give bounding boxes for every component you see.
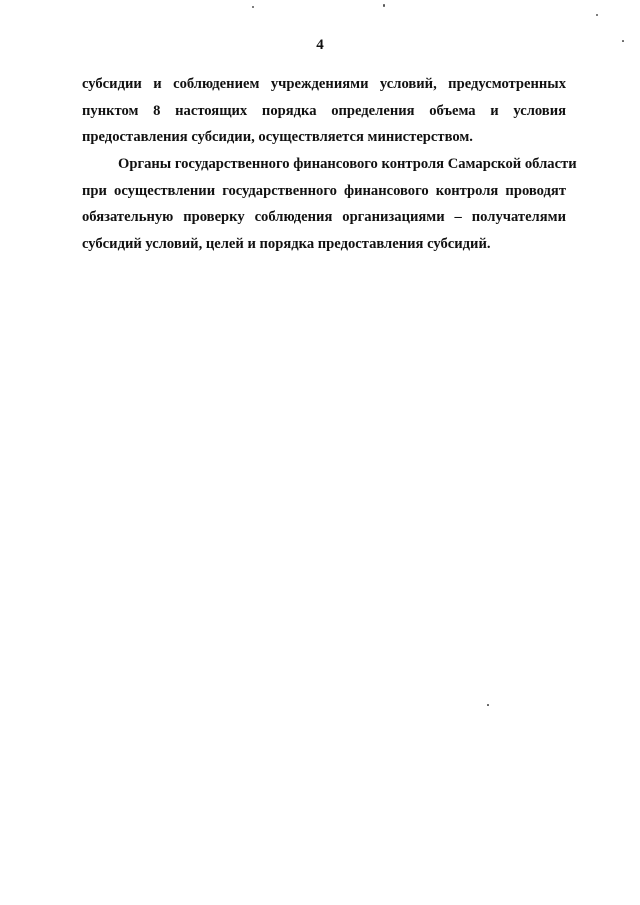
- paragraph-2-line-4: субсидий условий, целей и порядка предоставления субсидий.: [82, 235, 491, 252]
- scan-speck: [252, 6, 254, 8]
- scan-speck: [622, 40, 624, 42]
- paragraph-2: [82, 151, 577, 257]
- scan-speck: [596, 14, 598, 16]
- page-number: 4: [316, 37, 324, 53]
- paragraph-2-line-1: Органы государственного финансового контроля Самарской области: [118, 156, 577, 172]
- paragraph-2-line-3: обязательную проверку соблюдения организациями – получателями: [82, 209, 566, 225]
- scan-speck: [383, 4, 385, 7]
- paragraph-1-line-1: субсидии и соблюдением учреждениями условий, предусмотренных: [82, 76, 566, 92]
- scan-speck: [487, 704, 489, 706]
- paragraph-1-line-2: пунктом 8 настоящих порядка определения объема и условия: [82, 102, 566, 119]
- paragraph-2-line-2: при осуществлении государственного финансового контроля проводят: [82, 182, 566, 199]
- paragraph-1-line-3: предоставления субсидии, осуществляется министерством.: [82, 129, 473, 145]
- paragraph-1: [82, 71, 566, 151]
